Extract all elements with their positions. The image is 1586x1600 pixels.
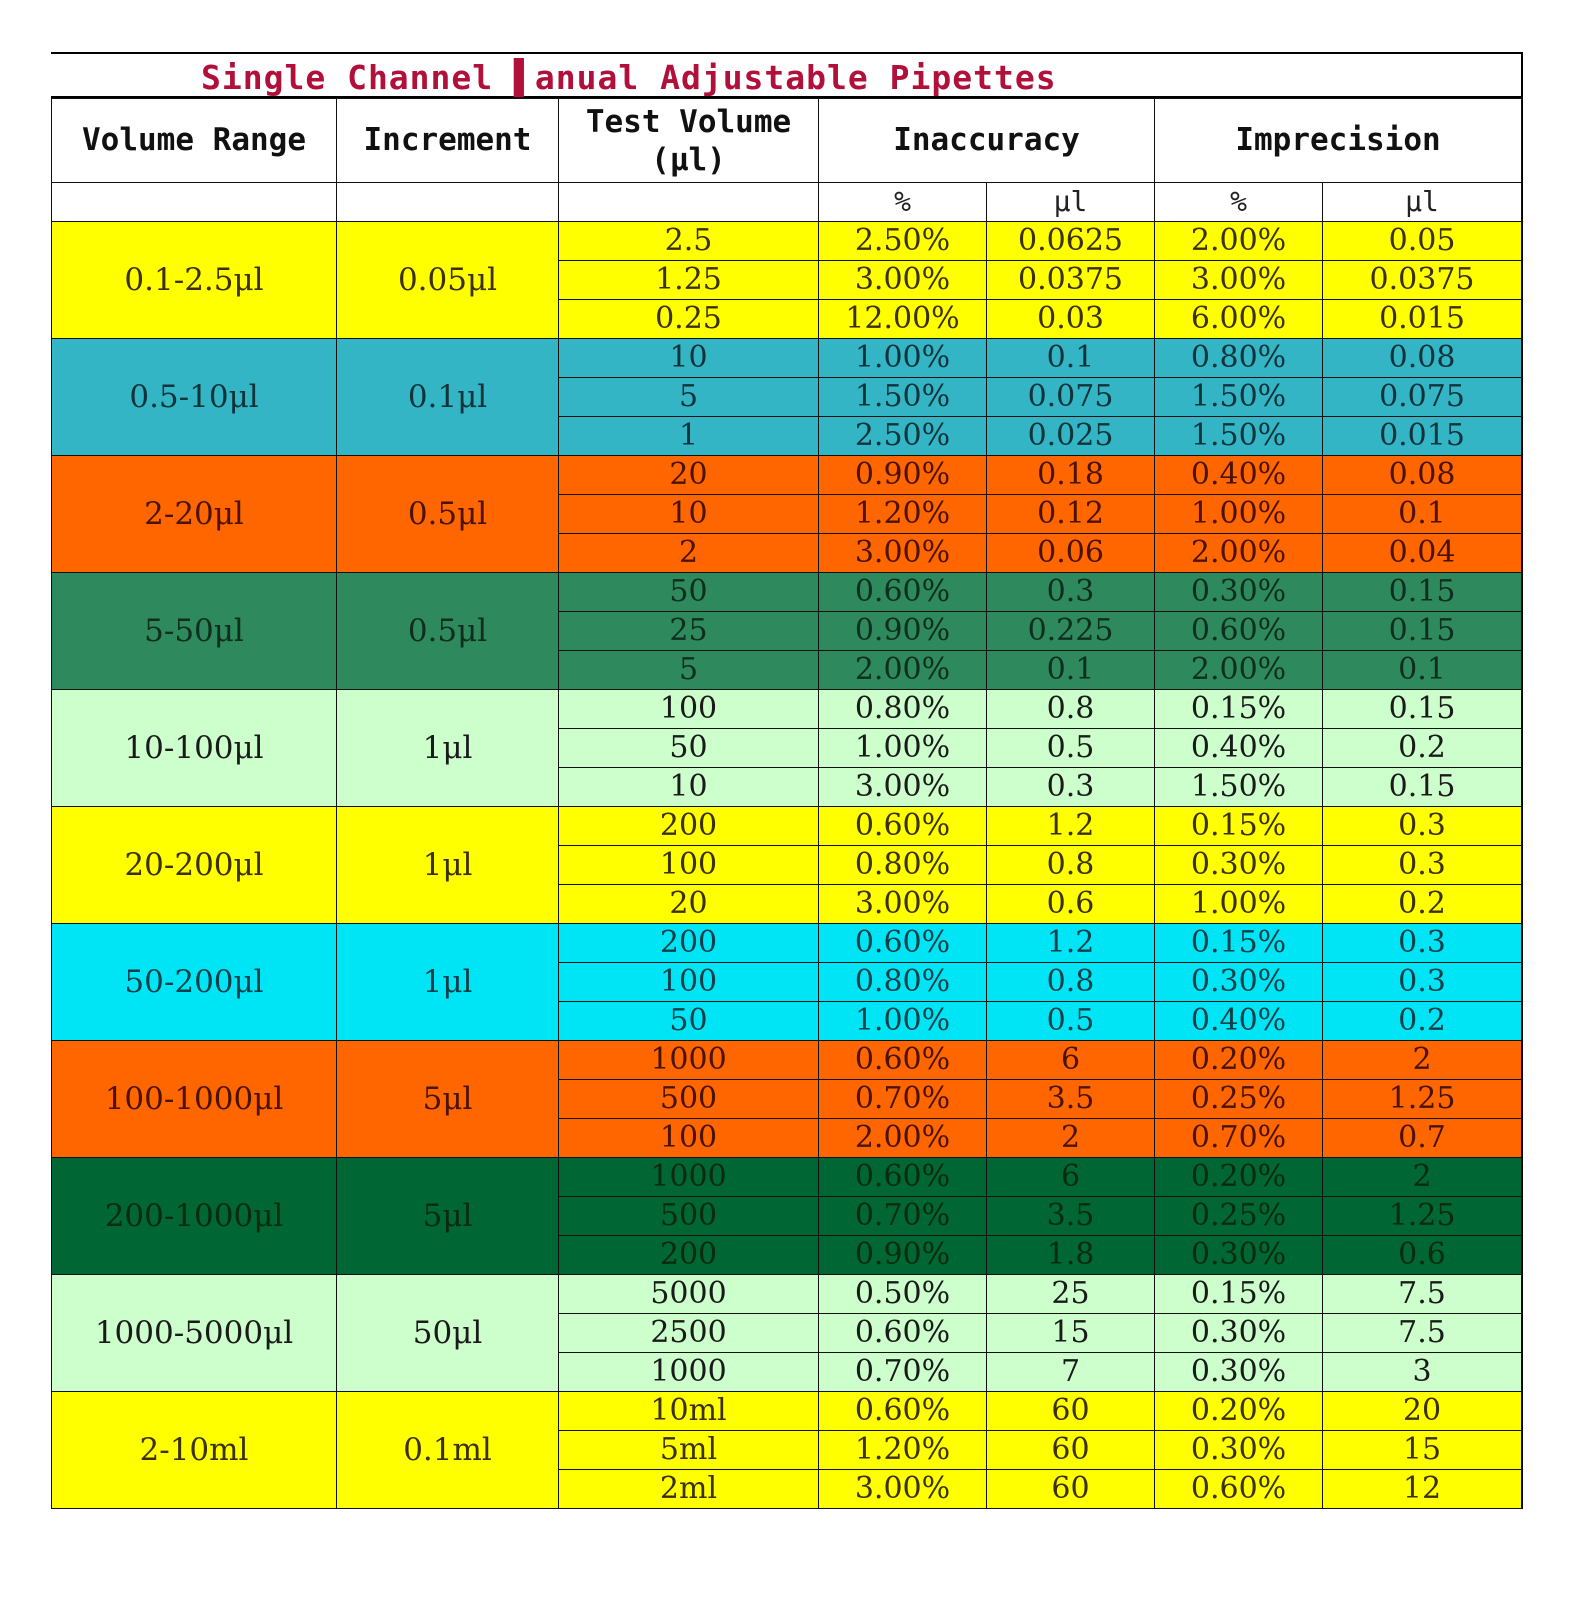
test-volume-cell: 2.5 bbox=[559, 222, 819, 261]
imprecision-ul-cell: 0.15 bbox=[1323, 573, 1522, 612]
imprecision-ul-cell: 7.5 bbox=[1323, 1314, 1522, 1353]
imprecision-percent-cell: 0.25% bbox=[1155, 1197, 1323, 1236]
imprecision-percent-cell: 0.40% bbox=[1155, 456, 1323, 495]
imprecision-ul-cell: 0.075 bbox=[1323, 378, 1522, 417]
subheader-blank-increment bbox=[337, 183, 559, 222]
test-volume-cell: 200 bbox=[559, 1236, 819, 1275]
inaccuracy-ul-cell: 0.5 bbox=[987, 729, 1155, 768]
inaccuracy-ul-cell: 0.3 bbox=[987, 573, 1155, 612]
imprecision-ul-cell: 0.2 bbox=[1323, 885, 1522, 924]
inaccuracy-ul-cell: 1.2 bbox=[987, 924, 1155, 963]
inaccuracy-ul-cell: 0.8 bbox=[987, 690, 1155, 729]
header-test-volume bbox=[559, 99, 819, 183]
imprecision-ul-cell: 20 bbox=[1323, 1392, 1522, 1431]
increment-cell: 1μl bbox=[337, 924, 559, 1041]
imprecision-percent-cell: 0.15% bbox=[1155, 924, 1323, 963]
header-test-volume-line1: Test Volume bbox=[585, 103, 792, 140]
test-volume-cell: 0.25 bbox=[559, 300, 819, 339]
inaccuracy-percent-cell: 0.60% bbox=[819, 807, 987, 846]
inaccuracy-percent-cell: 2.50% bbox=[819, 222, 987, 261]
inaccuracy-ul-cell: 0.03 bbox=[987, 300, 1155, 339]
header-row bbox=[52, 99, 1522, 183]
imprecision-ul-cell: 0.15 bbox=[1323, 690, 1522, 729]
imprecision-percent-cell: 0.30% bbox=[1155, 846, 1323, 885]
imprecision-ul-cell: 0.7 bbox=[1323, 1119, 1522, 1158]
imprecision-percent-cell: 0.25% bbox=[1155, 1080, 1323, 1119]
table-row bbox=[52, 222, 1522, 261]
table-row bbox=[52, 1392, 1522, 1431]
test-volume-cell: 1000 bbox=[559, 1353, 819, 1392]
table-row bbox=[52, 924, 1522, 963]
volume-range-cell: 0.1-2.5μl bbox=[52, 222, 337, 339]
test-volume-cell: 500 bbox=[559, 1080, 819, 1119]
inaccuracy-ul-cell: 0.1 bbox=[987, 339, 1155, 378]
inaccuracy-ul-cell: 0.0375 bbox=[987, 261, 1155, 300]
table-row bbox=[52, 1158, 1522, 1197]
imprecision-ul-cell: 12 bbox=[1323, 1470, 1522, 1509]
volume-range-cell: 2-10ml bbox=[52, 1392, 337, 1509]
volume-range-cell: 10-100μl bbox=[52, 690, 337, 807]
test-volume-cell: 2ml bbox=[559, 1470, 819, 1509]
inaccuracy-percent-cell: 0.90% bbox=[819, 612, 987, 651]
header-imprecision: Imprecision bbox=[1155, 99, 1522, 183]
imprecision-percent-cell: 0.20% bbox=[1155, 1392, 1323, 1431]
imprecision-percent-cell: 0.30% bbox=[1155, 1431, 1323, 1470]
inaccuracy-percent-cell: 0.60% bbox=[819, 573, 987, 612]
test-volume-cell: 10 bbox=[559, 768, 819, 807]
imprecision-ul-cell: 0.15 bbox=[1323, 612, 1522, 651]
inaccuracy-ul-cell: 0.18 bbox=[987, 456, 1155, 495]
volume-range-cell: 5-50μl bbox=[52, 573, 337, 690]
inaccuracy-percent-cell: 3.00% bbox=[819, 768, 987, 807]
test-volume-cell: 100 bbox=[559, 846, 819, 885]
header-inaccuracy: Inaccuracy bbox=[819, 99, 1155, 183]
volume-range-cell: 50-200μl bbox=[52, 924, 337, 1041]
spec-table-body bbox=[52, 222, 1522, 1509]
inaccuracy-percent-cell: 0.70% bbox=[819, 1197, 987, 1236]
table-row bbox=[52, 456, 1522, 495]
imprecision-percent-cell: 1.50% bbox=[1155, 768, 1323, 807]
inaccuracy-percent-cell: 0.80% bbox=[819, 963, 987, 1002]
inaccuracy-percent-cell: 0.60% bbox=[819, 1314, 987, 1353]
inaccuracy-percent-cell: 0.60% bbox=[819, 924, 987, 963]
inaccuracy-ul-cell: 3.5 bbox=[987, 1197, 1155, 1236]
increment-cell: 0.1μl bbox=[337, 339, 559, 456]
test-volume-cell: 2500 bbox=[559, 1314, 819, 1353]
test-volume-cell: 10 bbox=[559, 339, 819, 378]
increment-cell: 0.1ml bbox=[337, 1392, 559, 1509]
volume-range-cell: 200-1000μl bbox=[52, 1158, 337, 1275]
inaccuracy-percent-cell: 3.00% bbox=[819, 1470, 987, 1509]
table-row bbox=[52, 807, 1522, 846]
inaccuracy-ul-cell: 15 bbox=[987, 1314, 1155, 1353]
imprecision-ul-cell: 0.3 bbox=[1323, 807, 1522, 846]
test-volume-cell: 10ml bbox=[559, 1392, 819, 1431]
inaccuracy-ul-cell: 0.025 bbox=[987, 417, 1155, 456]
inaccuracy-percent-cell: 0.50% bbox=[819, 1275, 987, 1314]
imprecision-ul-cell: 7.5 bbox=[1323, 1275, 1522, 1314]
test-volume-cell: 25 bbox=[559, 612, 819, 651]
imprecision-ul-cell: 1.25 bbox=[1323, 1197, 1522, 1236]
increment-cell: 0.5μl bbox=[337, 573, 559, 690]
imprecision-ul-cell: 0.015 bbox=[1323, 300, 1522, 339]
imprecision-percent-cell: 0.60% bbox=[1155, 1470, 1323, 1509]
inaccuracy-percent-cell: 0.70% bbox=[819, 1080, 987, 1119]
imprecision-ul-cell: 0.1 bbox=[1323, 651, 1522, 690]
test-volume-cell: 1.25 bbox=[559, 261, 819, 300]
imprecision-ul-cell: 0.015 bbox=[1323, 417, 1522, 456]
imprecision-ul-cell: 2 bbox=[1323, 1041, 1522, 1080]
inaccuracy-percent-cell: 0.70% bbox=[819, 1353, 987, 1392]
imprecision-percent-cell: 0.15% bbox=[1155, 807, 1323, 846]
imprecision-ul-cell: 0.2 bbox=[1323, 1002, 1522, 1041]
inaccuracy-ul-cell: 0.06 bbox=[987, 534, 1155, 573]
imprecision-percent-cell: 3.00% bbox=[1155, 261, 1323, 300]
inaccuracy-percent-cell: 0.80% bbox=[819, 846, 987, 885]
inaccuracy-ul-cell: 6 bbox=[987, 1158, 1155, 1197]
imprecision-ul-cell: 0.05 bbox=[1323, 222, 1522, 261]
imprecision-ul-cell: 0.08 bbox=[1323, 456, 1522, 495]
imprecision-percent-cell: 2.00% bbox=[1155, 222, 1323, 261]
test-volume-cell: 200 bbox=[559, 807, 819, 846]
imprecision-percent-cell: 0.20% bbox=[1155, 1158, 1323, 1197]
subheader-inaccuracy-ul: μl bbox=[987, 183, 1155, 222]
imprecision-percent-cell: 1.00% bbox=[1155, 885, 1323, 924]
header-volume-range: Volume Range bbox=[52, 99, 337, 183]
inaccuracy-ul-cell: 0.075 bbox=[987, 378, 1155, 417]
imprecision-percent-cell: 2.00% bbox=[1155, 534, 1323, 573]
inaccuracy-percent-cell: 3.00% bbox=[819, 261, 987, 300]
table-row bbox=[52, 1041, 1522, 1080]
imprecision-percent-cell: 0.80% bbox=[1155, 339, 1323, 378]
header-test-volume-line2: (μl) bbox=[651, 141, 726, 178]
imprecision-percent-cell: 1.50% bbox=[1155, 417, 1323, 456]
imprecision-percent-cell: 6.00% bbox=[1155, 300, 1323, 339]
inaccuracy-percent-cell: 0.80% bbox=[819, 690, 987, 729]
inaccuracy-percent-cell: 2.50% bbox=[819, 417, 987, 456]
imprecision-ul-cell: 0.6 bbox=[1323, 1236, 1522, 1275]
increment-cell: 1μl bbox=[337, 807, 559, 924]
imprecision-ul-cell: 0.08 bbox=[1323, 339, 1522, 378]
test-volume-cell: 1000 bbox=[559, 1041, 819, 1080]
test-volume-cell: 50 bbox=[559, 1002, 819, 1041]
inaccuracy-percent-cell: 1.00% bbox=[819, 729, 987, 768]
volume-range-cell: 0.5-10μl bbox=[52, 339, 337, 456]
inaccuracy-percent-cell: 1.00% bbox=[819, 1002, 987, 1041]
inaccuracy-percent-cell: 1.20% bbox=[819, 495, 987, 534]
subheader-blank-range bbox=[52, 183, 337, 222]
increment-cell: 5μl bbox=[337, 1041, 559, 1158]
test-volume-cell: 5 bbox=[559, 378, 819, 417]
inaccuracy-ul-cell: 0.6 bbox=[987, 885, 1155, 924]
inaccuracy-ul-cell: 60 bbox=[987, 1470, 1155, 1509]
volume-range-cell: 100-1000μl bbox=[52, 1041, 337, 1158]
imprecision-percent-cell: 0.30% bbox=[1155, 573, 1323, 612]
pipette-spec-sheet bbox=[51, 52, 1523, 1509]
test-volume-cell: 50 bbox=[559, 573, 819, 612]
test-volume-cell: 50 bbox=[559, 729, 819, 768]
imprecision-percent-cell: 0.15% bbox=[1155, 1275, 1323, 1314]
imprecision-percent-cell: 0.60% bbox=[1155, 612, 1323, 651]
imprecision-ul-cell: 0.15 bbox=[1323, 768, 1522, 807]
inaccuracy-ul-cell: 60 bbox=[987, 1431, 1155, 1470]
test-volume-cell: 200 bbox=[559, 924, 819, 963]
inaccuracy-ul-cell: 0.1 bbox=[987, 651, 1155, 690]
subheader-blank-test-volume bbox=[559, 183, 819, 222]
table-row bbox=[52, 1275, 1522, 1314]
imprecision-percent-cell: 1.00% bbox=[1155, 495, 1323, 534]
imprecision-percent-cell: 0.70% bbox=[1155, 1119, 1323, 1158]
inaccuracy-percent-cell: 2.00% bbox=[819, 1119, 987, 1158]
inaccuracy-ul-cell: 0.8 bbox=[987, 963, 1155, 1002]
imprecision-ul-cell: 1.25 bbox=[1323, 1080, 1522, 1119]
volume-range-cell: 20-200μl bbox=[52, 807, 337, 924]
imprecision-percent-cell: 0.30% bbox=[1155, 963, 1323, 1002]
imprecision-percent-cell: 0.30% bbox=[1155, 1314, 1323, 1353]
table-row bbox=[52, 573, 1522, 612]
inaccuracy-percent-cell: 12.00% bbox=[819, 300, 987, 339]
inaccuracy-ul-cell: 7 bbox=[987, 1353, 1155, 1392]
imprecision-ul-cell: 3 bbox=[1323, 1353, 1522, 1392]
inaccuracy-ul-cell: 0.0625 bbox=[987, 222, 1155, 261]
inaccuracy-ul-cell: 0.225 bbox=[987, 612, 1155, 651]
inaccuracy-percent-cell: 0.90% bbox=[819, 456, 987, 495]
inaccuracy-percent-cell: 3.00% bbox=[819, 885, 987, 924]
increment-cell: 0.05μl bbox=[337, 222, 559, 339]
test-volume-cell: 100 bbox=[559, 690, 819, 729]
volume-range-cell: 2-20μl bbox=[52, 456, 337, 573]
inaccuracy-ul-cell: 25 bbox=[987, 1275, 1155, 1314]
test-volume-cell: 2 bbox=[559, 534, 819, 573]
imprecision-ul-cell: 0.04 bbox=[1323, 534, 1522, 573]
imprecision-percent-cell: 0.30% bbox=[1155, 1353, 1323, 1392]
sheet-title: Single Channel ▌anual Adjustable Pipettes bbox=[51, 54, 1521, 98]
test-volume-cell: 100 bbox=[559, 963, 819, 1002]
imprecision-percent-cell: 2.00% bbox=[1155, 651, 1323, 690]
test-volume-cell: 1000 bbox=[559, 1158, 819, 1197]
subheader-row bbox=[52, 183, 1522, 222]
test-volume-cell: 5000 bbox=[559, 1275, 819, 1314]
inaccuracy-percent-cell: 1.00% bbox=[819, 339, 987, 378]
inaccuracy-ul-cell: 3.5 bbox=[987, 1080, 1155, 1119]
inaccuracy-percent-cell: 0.60% bbox=[819, 1158, 987, 1197]
inaccuracy-percent-cell: 1.20% bbox=[819, 1431, 987, 1470]
imprecision-ul-cell: 0.2 bbox=[1323, 729, 1522, 768]
inaccuracy-percent-cell: 1.50% bbox=[819, 378, 987, 417]
inaccuracy-ul-cell: 0.8 bbox=[987, 846, 1155, 885]
imprecision-ul-cell: 0.0375 bbox=[1323, 261, 1522, 300]
imprecision-percent-cell: 0.15% bbox=[1155, 690, 1323, 729]
imprecision-percent-cell: 0.40% bbox=[1155, 1002, 1323, 1041]
inaccuracy-ul-cell: 1.8 bbox=[987, 1236, 1155, 1275]
inaccuracy-ul-cell: 0.5 bbox=[987, 1002, 1155, 1041]
inaccuracy-percent-cell: 2.00% bbox=[819, 651, 987, 690]
volume-range-cell: 1000-5000μl bbox=[52, 1275, 337, 1392]
inaccuracy-ul-cell: 6 bbox=[987, 1041, 1155, 1080]
inaccuracy-percent-cell: 0.60% bbox=[819, 1041, 987, 1080]
increment-cell: 1μl bbox=[337, 690, 559, 807]
test-volume-cell: 20 bbox=[559, 456, 819, 495]
imprecision-ul-cell: 0.3 bbox=[1323, 846, 1522, 885]
imprecision-ul-cell: 0.3 bbox=[1323, 963, 1522, 1002]
test-volume-cell: 5ml bbox=[559, 1431, 819, 1470]
inaccuracy-ul-cell: 2 bbox=[987, 1119, 1155, 1158]
pipette-spec-table bbox=[51, 98, 1522, 1509]
imprecision-percent-cell: 0.20% bbox=[1155, 1041, 1323, 1080]
test-volume-cell: 100 bbox=[559, 1119, 819, 1158]
imprecision-ul-cell: 15 bbox=[1323, 1431, 1522, 1470]
header-increment: Increment bbox=[337, 99, 559, 183]
increment-cell: 0.5μl bbox=[337, 456, 559, 573]
inaccuracy-ul-cell: 0.3 bbox=[987, 768, 1155, 807]
inaccuracy-ul-cell: 0.12 bbox=[987, 495, 1155, 534]
subheader-inaccuracy-percent: % bbox=[819, 183, 987, 222]
imprecision-percent-cell: 0.40% bbox=[1155, 729, 1323, 768]
imprecision-percent-cell: 0.30% bbox=[1155, 1236, 1323, 1275]
imprecision-ul-cell: 0.1 bbox=[1323, 495, 1522, 534]
increment-cell: 5μl bbox=[337, 1158, 559, 1275]
table-row bbox=[52, 339, 1522, 378]
imprecision-percent-cell: 1.50% bbox=[1155, 378, 1323, 417]
test-volume-cell: 5 bbox=[559, 651, 819, 690]
inaccuracy-percent-cell: 0.90% bbox=[819, 1236, 987, 1275]
subheader-imprecision-percent: % bbox=[1155, 183, 1323, 222]
test-volume-cell: 10 bbox=[559, 495, 819, 534]
imprecision-ul-cell: 2 bbox=[1323, 1158, 1522, 1197]
inaccuracy-ul-cell: 1.2 bbox=[987, 807, 1155, 846]
test-volume-cell: 500 bbox=[559, 1197, 819, 1236]
inaccuracy-ul-cell: 60 bbox=[987, 1392, 1155, 1431]
table-row bbox=[52, 690, 1522, 729]
subheader-imprecision-ul: μl bbox=[1323, 183, 1522, 222]
test-volume-cell: 20 bbox=[559, 885, 819, 924]
imprecision-ul-cell: 0.3 bbox=[1323, 924, 1522, 963]
inaccuracy-percent-cell: 0.60% bbox=[819, 1392, 987, 1431]
test-volume-cell: 1 bbox=[559, 417, 819, 456]
increment-cell: 50μl bbox=[337, 1275, 559, 1392]
inaccuracy-percent-cell: 3.00% bbox=[819, 534, 987, 573]
